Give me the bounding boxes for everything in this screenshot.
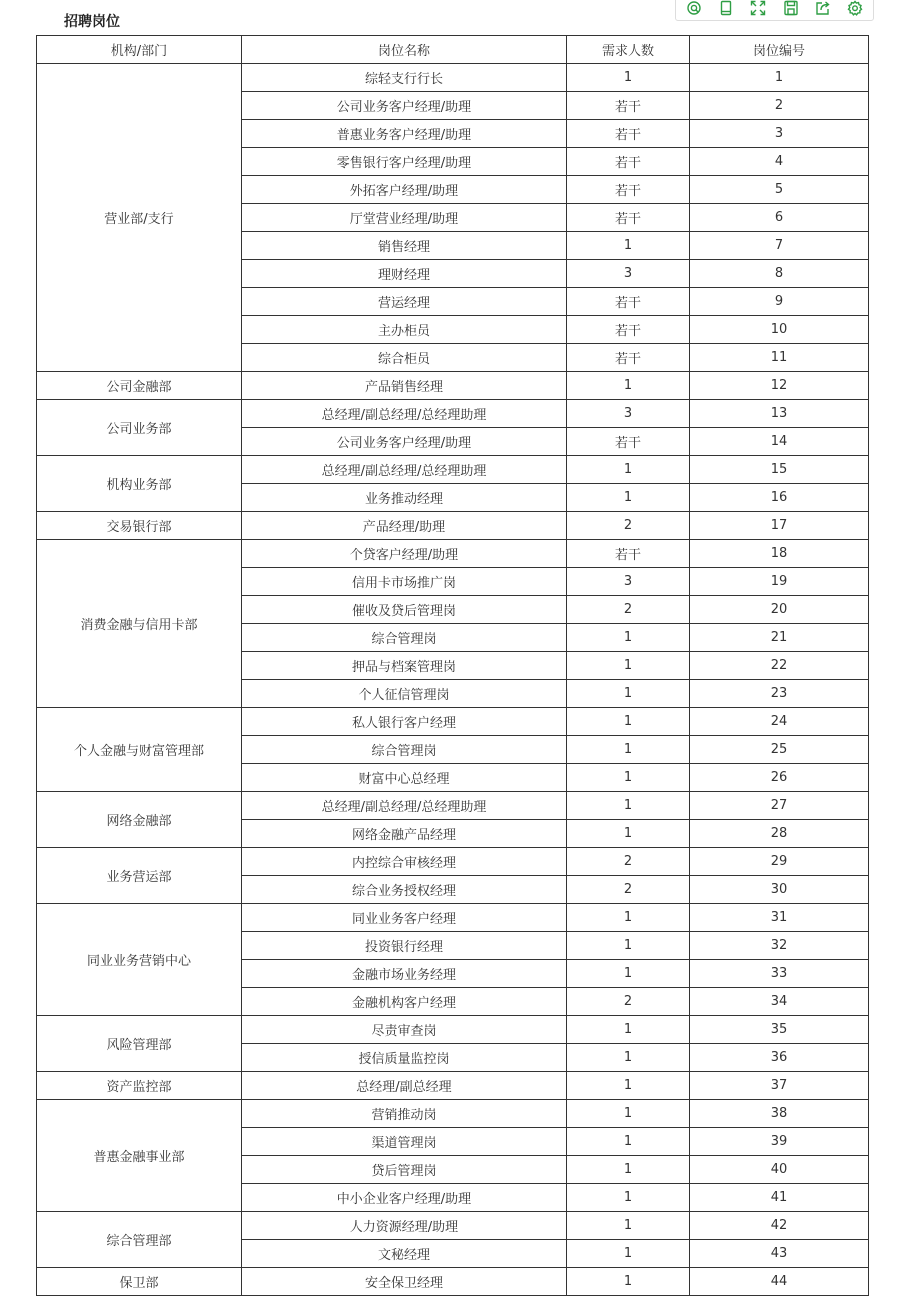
- department-cell: 风险管理部: [37, 1016, 242, 1072]
- count-cell: 1: [567, 764, 690, 792]
- count-cell: 若干: [567, 92, 690, 120]
- table-row: [37, 512, 869, 540]
- position-cell: 综合业务授权经理: [242, 876, 567, 904]
- table-row: [37, 1016, 869, 1044]
- code-cell: 5: [690, 176, 869, 204]
- count-cell: 1: [567, 904, 690, 932]
- position-cell: 中小企业客户经理/助理: [242, 1184, 567, 1212]
- count-cell: 1: [567, 1072, 690, 1100]
- count-cell: 1: [567, 1044, 690, 1072]
- department-cell: 综合管理部: [37, 1212, 242, 1268]
- position-cell: 总经理/副总经理/总经理助理: [242, 400, 567, 428]
- count-cell: 若干: [567, 176, 690, 204]
- code-cell: 36: [690, 1044, 869, 1072]
- code-cell: 17: [690, 512, 869, 540]
- position-cell: 厅堂营业经理/助理: [242, 204, 567, 232]
- toolbar: [675, 0, 874, 21]
- position-cell: 安全保卫经理: [242, 1268, 567, 1296]
- code-cell: 41: [690, 1184, 869, 1212]
- page-button[interactable]: [710, 0, 742, 20]
- position-cell: 销售经理: [242, 232, 567, 260]
- count-cell: 1: [567, 1016, 690, 1044]
- settings-button[interactable]: [839, 0, 871, 20]
- code-cell: 16: [690, 484, 869, 512]
- position-cell: 综合柜员: [242, 344, 567, 372]
- code-cell: 12: [690, 372, 869, 400]
- count-cell: 若干: [567, 316, 690, 344]
- department-cell: 公司金融部: [37, 372, 242, 400]
- code-cell: 28: [690, 820, 869, 848]
- code-cell: 34: [690, 988, 869, 1016]
- code-cell: 32: [690, 932, 869, 960]
- page-icon: [718, 0, 734, 16]
- count-cell: 1: [567, 652, 690, 680]
- position-cell: 金融机构客户经理: [242, 988, 567, 1016]
- department-cell: 个人金融与财富管理部: [37, 708, 242, 792]
- code-cell: 27: [690, 792, 869, 820]
- count-cell: 1: [567, 1268, 690, 1296]
- count-cell: 1: [567, 736, 690, 764]
- count-cell: 1: [567, 624, 690, 652]
- position-cell: 外拓客户经理/助理: [242, 176, 567, 204]
- code-cell: 14: [690, 428, 869, 456]
- table-row: [37, 1072, 869, 1100]
- count-cell: 1: [567, 680, 690, 708]
- position-cell: 主办柜员: [242, 316, 567, 344]
- count-cell: 若干: [567, 288, 690, 316]
- table-header-row: [37, 36, 869, 64]
- position-cell: 营销推动岗: [242, 1100, 567, 1128]
- code-cell: 11: [690, 344, 869, 372]
- position-cell: 产品经理/助理: [242, 512, 567, 540]
- header-count: 需求人数: [567, 36, 690, 64]
- count-cell: 若干: [567, 120, 690, 148]
- section-title: 招聘岗位: [64, 14, 120, 30]
- save-icon: [783, 0, 799, 16]
- save-button[interactable]: [775, 0, 807, 20]
- department-cell: 普惠金融事业部: [37, 1100, 242, 1212]
- count-cell: 1: [567, 232, 690, 260]
- count-cell: 1: [567, 1184, 690, 1212]
- position-cell: 个人征信管理岗: [242, 680, 567, 708]
- table-body: [37, 64, 869, 1296]
- position-cell: 信用卡市场推广岗: [242, 568, 567, 596]
- code-cell: 24: [690, 708, 869, 736]
- department-cell: 资产监控部: [37, 1072, 242, 1100]
- code-cell: 20: [690, 596, 869, 624]
- position-cell: 催收及贷后管理岗: [242, 596, 567, 624]
- code-cell: 37: [690, 1072, 869, 1100]
- count-cell: 若干: [567, 344, 690, 372]
- table-row: [37, 1268, 869, 1296]
- code-cell: 3: [690, 120, 869, 148]
- code-cell: 15: [690, 456, 869, 484]
- position-cell: 尽责审查岗: [242, 1016, 567, 1044]
- table-row: [37, 64, 869, 92]
- fullscreen-icon: [750, 0, 766, 16]
- table-row: [37, 848, 869, 876]
- code-cell: 2: [690, 92, 869, 120]
- position-cell: 网络金融产品经理: [242, 820, 567, 848]
- table-row: [37, 540, 869, 568]
- header-position: 岗位名称: [242, 36, 567, 64]
- count-cell: 1: [567, 1100, 690, 1128]
- position-cell: 总经理/副总经理: [242, 1072, 567, 1100]
- department-cell: 同业业务营销中心: [37, 904, 242, 1016]
- position-cell: 零售银行客户经理/助理: [242, 148, 567, 176]
- code-cell: 4: [690, 148, 869, 176]
- count-cell: 1: [567, 456, 690, 484]
- position-cell: 普惠业务客户经理/助理: [242, 120, 567, 148]
- position-cell: 金融市场业务经理: [242, 960, 567, 988]
- position-cell: 综轻支行行长: [242, 64, 567, 92]
- position-cell: 综合管理岗: [242, 624, 567, 652]
- count-cell: 1: [567, 960, 690, 988]
- code-cell: 35: [690, 1016, 869, 1044]
- count-cell: 若干: [567, 148, 690, 176]
- count-cell: 1: [567, 792, 690, 820]
- header-code: 岗位编号: [690, 36, 869, 64]
- position-cell: 综合管理岗: [242, 736, 567, 764]
- count-cell: 若干: [567, 428, 690, 456]
- code-cell: 1: [690, 64, 869, 92]
- code-cell: 29: [690, 848, 869, 876]
- position-cell: 私人银行客户经理: [242, 708, 567, 736]
- code-cell: 7: [690, 232, 869, 260]
- table-row: [37, 456, 869, 484]
- code-cell: 33: [690, 960, 869, 988]
- position-cell: 公司业务客户经理/助理: [242, 92, 567, 120]
- count-cell: 1: [567, 484, 690, 512]
- count-cell: 3: [567, 568, 690, 596]
- position-cell: 公司业务客户经理/助理: [242, 428, 567, 456]
- position-cell: 投资银行经理: [242, 932, 567, 960]
- settings-icon: [847, 0, 863, 16]
- count-cell: 2: [567, 512, 690, 540]
- count-cell: 3: [567, 260, 690, 288]
- count-cell: 若干: [567, 540, 690, 568]
- share-button[interactable]: [807, 0, 839, 20]
- code-cell: 13: [690, 400, 869, 428]
- table-row: [37, 1100, 869, 1128]
- position-cell: 总经理/副总经理/总经理助理: [242, 456, 567, 484]
- count-cell: 1: [567, 1212, 690, 1240]
- share-icon: [815, 0, 831, 16]
- recruitment-table: [36, 35, 869, 1296]
- table-row: [37, 904, 869, 932]
- code-cell: 23: [690, 680, 869, 708]
- department-cell: 机构业务部: [37, 456, 242, 512]
- department-cell: 公司业务部: [37, 400, 242, 456]
- position-cell: 营运经理: [242, 288, 567, 316]
- count-cell: 1: [567, 1240, 690, 1268]
- code-cell: 44: [690, 1268, 869, 1296]
- position-cell: 押品与档案管理岗: [242, 652, 567, 680]
- code-cell: 40: [690, 1156, 869, 1184]
- code-cell: 6: [690, 204, 869, 232]
- code-cell: 43: [690, 1240, 869, 1268]
- position-cell: 文秘经理: [242, 1240, 567, 1268]
- header-department: 机构/部门: [37, 36, 242, 64]
- position-cell: 渠道管理岗: [242, 1128, 567, 1156]
- code-cell: 39: [690, 1128, 869, 1156]
- position-cell: 个贷客户经理/助理: [242, 540, 567, 568]
- code-cell: 18: [690, 540, 869, 568]
- count-cell: 3: [567, 400, 690, 428]
- count-cell: 若干: [567, 204, 690, 232]
- count-cell: 1: [567, 372, 690, 400]
- count-cell: 1: [567, 64, 690, 92]
- position-cell: 总经理/副总经理/总经理助理: [242, 792, 567, 820]
- code-cell: 31: [690, 904, 869, 932]
- department-cell: 交易银行部: [37, 512, 242, 540]
- code-cell: 42: [690, 1212, 869, 1240]
- table-row: [37, 708, 869, 736]
- code-cell: 38: [690, 1100, 869, 1128]
- position-cell: 贷后管理岗: [242, 1156, 567, 1184]
- position-cell: 授信质量监控岗: [242, 1044, 567, 1072]
- count-cell: 1: [567, 932, 690, 960]
- code-cell: 10: [690, 316, 869, 344]
- table-row: [37, 792, 869, 820]
- code-cell: 30: [690, 876, 869, 904]
- count-cell: 2: [567, 876, 690, 904]
- position-cell: 内控综合审核经理: [242, 848, 567, 876]
- fullscreen-button[interactable]: [742, 0, 774, 20]
- department-cell: 营业部/支行: [37, 64, 242, 372]
- department-cell: 消费金融与信用卡部: [37, 540, 242, 708]
- code-cell: 21: [690, 624, 869, 652]
- position-cell: 人力资源经理/助理: [242, 1212, 567, 1240]
- count-cell: 2: [567, 848, 690, 876]
- department-cell: 网络金融部: [37, 792, 242, 848]
- department-cell: 业务营运部: [37, 848, 242, 904]
- count-cell: 2: [567, 596, 690, 624]
- count-cell: 1: [567, 820, 690, 848]
- table-row: [37, 1212, 869, 1240]
- count-cell: 2: [567, 988, 690, 1016]
- count-cell: 1: [567, 1128, 690, 1156]
- table-row: [37, 372, 869, 400]
- code-cell: 26: [690, 764, 869, 792]
- count-cell: 1: [567, 1156, 690, 1184]
- position-cell: 同业业务客户经理: [242, 904, 567, 932]
- zoom-icon: [686, 0, 702, 16]
- code-cell: 25: [690, 736, 869, 764]
- position-cell: 业务推动经理: [242, 484, 567, 512]
- position-cell: 产品销售经理: [242, 372, 567, 400]
- code-cell: 19: [690, 568, 869, 596]
- code-cell: 22: [690, 652, 869, 680]
- code-cell: 9: [690, 288, 869, 316]
- position-cell: 财富中心总经理: [242, 764, 567, 792]
- table-row: [37, 400, 869, 428]
- count-cell: 1: [567, 708, 690, 736]
- zoom-button[interactable]: [678, 0, 710, 20]
- code-cell: 8: [690, 260, 869, 288]
- position-cell: 理财经理: [242, 260, 567, 288]
- department-cell: 保卫部: [37, 1268, 242, 1296]
